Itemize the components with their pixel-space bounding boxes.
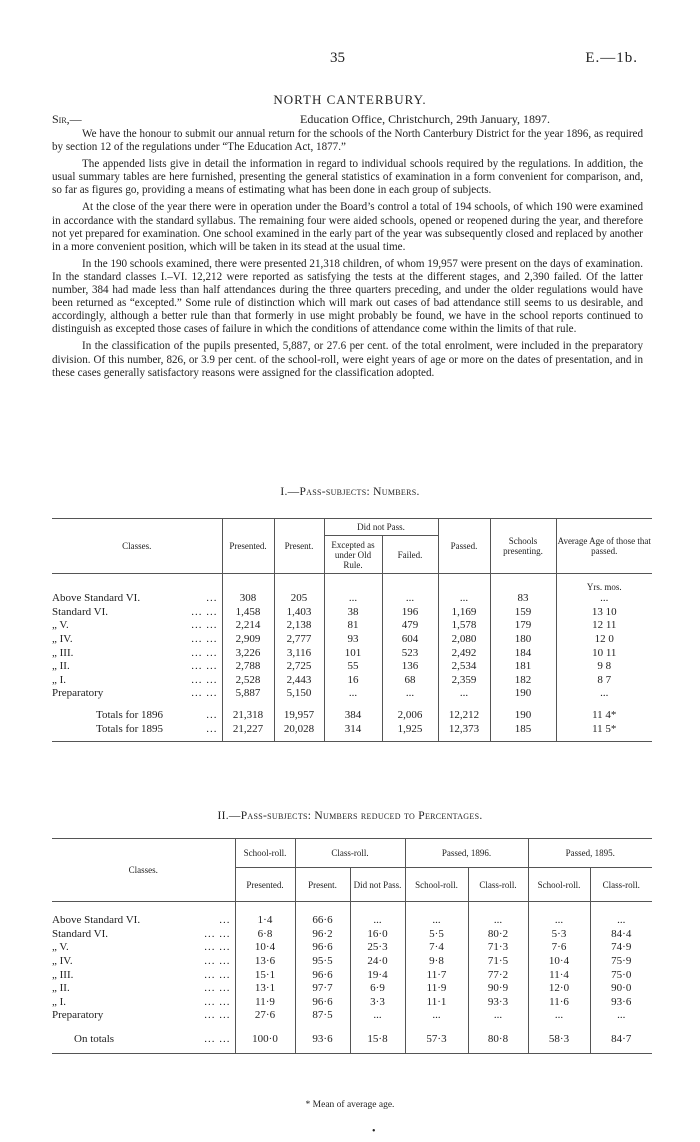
cell-schools: 179 xyxy=(490,619,556,633)
table-row xyxy=(52,687,652,701)
leader-dots: ... xyxy=(206,709,218,722)
table-row xyxy=(52,646,652,660)
col-passed-1896: Passed, 1896. xyxy=(405,839,528,868)
row-label xyxy=(52,592,222,606)
paragraph: We have the honour to submit our annual return for the schools of the North Canterbury District for the year 1896, as required by section 12 of the regulations under “The Education Act, 1877.” xyxy=(52,128,643,154)
leader-dots: ... ... xyxy=(204,927,231,940)
leader-dots: ... ... xyxy=(204,1009,231,1022)
cell-1896-class-roll: ... xyxy=(468,914,528,928)
cell-1896-school-roll: 57·3 xyxy=(405,1030,468,1048)
row-label xyxy=(52,927,235,941)
cell-1895-school-roll: 11·6 xyxy=(528,995,590,1009)
cell-1895-class-roll: ... xyxy=(590,914,652,928)
page-number: 35 xyxy=(330,50,345,66)
cell-present: 2,777 xyxy=(274,632,324,646)
salutation-line xyxy=(52,112,643,128)
leader-dots: ... ... xyxy=(204,955,231,968)
table-row xyxy=(52,722,652,736)
cell-schools: 83 xyxy=(490,592,556,606)
cell-average-age: 10 11 xyxy=(556,646,652,660)
cell-presented: 2,214 xyxy=(222,619,274,633)
col-excepted: Excepted as under Old Rule. xyxy=(324,536,382,574)
table-row xyxy=(52,914,652,928)
col-1895-class-roll: Class-roll. xyxy=(590,868,652,902)
cell-present: 96·6 xyxy=(295,941,350,955)
cell-1895-school-roll: 11·4 xyxy=(528,968,590,982)
col-1896-class-roll: Class-roll. xyxy=(468,868,528,902)
cell-1896-school-roll: 5·5 xyxy=(405,927,468,941)
cell-excepted: ... xyxy=(324,687,382,701)
cell-passed: ... xyxy=(438,687,490,701)
cell-presented: 2,909 xyxy=(222,632,274,646)
cell-present: 2,725 xyxy=(274,659,324,673)
cell-failed: 2,006 xyxy=(382,708,438,722)
cell-1895-class-roll: 84·4 xyxy=(590,927,652,941)
table-row xyxy=(52,927,652,941)
col-passed: Passed. xyxy=(438,519,490,574)
cell-1895-school-roll: 10·4 xyxy=(528,954,590,968)
table-row xyxy=(52,632,652,646)
cell-presented: 5,887 xyxy=(222,687,274,701)
leader-dots: ... xyxy=(206,723,218,736)
cell-present: 3,116 xyxy=(274,646,324,660)
row-label xyxy=(52,722,222,736)
cell-presented: 1·4 xyxy=(235,914,295,928)
class-name: „ II. xyxy=(52,982,70,995)
cell-schools: 190 xyxy=(490,687,556,701)
row-label xyxy=(52,968,235,982)
cell-1896-class-roll: ... xyxy=(468,1009,528,1023)
class-name: Standard VI. xyxy=(52,927,109,940)
cell-passed: 2,359 xyxy=(438,673,490,687)
cell-presented: 1,458 xyxy=(222,605,274,619)
paragraph: In the classification of the pupils presented, 5,887, or 27.6 per cent. of the total enrolment, were included in the preparatory division. Of this number, 826, or 3.9 per cent. of the school-roll, were eight years of age or more on the dates of presentation, and in these cases generally satisfactory reasons were assigned for the classification adopted. xyxy=(52,340,643,379)
leader-dots: ... ... xyxy=(191,687,218,700)
cell-presented: 100·0 xyxy=(235,1030,295,1048)
row-label xyxy=(52,687,222,701)
class-name: Standard VI. xyxy=(52,605,109,618)
row-label xyxy=(52,941,235,955)
cell-schools: 159 xyxy=(490,605,556,619)
cell-presented: 27·6 xyxy=(235,1009,295,1023)
cell-average-age: 12 11 xyxy=(556,619,652,633)
leader-dots: ... ... xyxy=(191,619,218,632)
col-classes: Classes. xyxy=(52,519,222,574)
cell-1896-class-roll: 71·5 xyxy=(468,954,528,968)
table-row xyxy=(52,673,652,687)
row-label xyxy=(52,914,235,928)
row-label xyxy=(52,1030,235,1048)
cell-excepted: 93 xyxy=(324,632,382,646)
table-row xyxy=(52,954,652,968)
cell-present: 2,138 xyxy=(274,619,324,633)
cell-present: 2,443 xyxy=(274,673,324,687)
col-schools-presenting: Schools presenting. xyxy=(490,519,556,574)
table-row xyxy=(52,619,652,633)
leader-dots: ... ... xyxy=(204,941,231,954)
paragraph: In the 190 schools examined, there were presented 21,318 children, of whom 19,957 were present on the days of examination. In the standard classes I.–VI. 12,212 were reported as satisfying the tests at the different stages, and 2,390 failed. Of the latter number, 384 had made less than half attendances during the three quarters preceding, and under the older regulations would have been returned as “excepted.” Some rule of distinction which will mark out cases of bad attendance still seems to us desirable, and accordingly, although a better rule than that formerly in use might probably be found, we have in the school reports continued to distinguish as excepted those cases of failure in which the conditions of attendance come within the limits of that rule. xyxy=(52,257,643,336)
col-school-roll: School-roll. xyxy=(235,839,295,868)
class-name: „ IV. xyxy=(52,633,73,646)
cell-1896-school-roll: 11·9 xyxy=(405,981,468,995)
row-label xyxy=(52,1009,235,1023)
class-name: „ II. xyxy=(52,660,70,673)
cell-presented: 6·8 xyxy=(235,927,295,941)
table-row xyxy=(52,995,652,1009)
table2-title: II.—Pass-subjects: Numbers reduced to Percentages. xyxy=(217,810,483,822)
cell-did-not-pass: 16·0 xyxy=(350,927,405,941)
cell-1896-class-roll: 93·3 xyxy=(468,995,528,1009)
class-name: Totals for 1895 xyxy=(96,723,164,736)
leader-dots: ... ... xyxy=(191,660,218,673)
class-name: „ IV. xyxy=(52,955,73,968)
cell-passed: ... xyxy=(438,592,490,606)
leader-dots: ... ... xyxy=(204,968,231,981)
cell-1895-class-roll: 93·6 xyxy=(590,995,652,1009)
cell-1895-class-roll: 90·0 xyxy=(590,981,652,995)
cell-average-age: 11 4* xyxy=(556,708,652,722)
cell-schools: 180 xyxy=(490,632,556,646)
cell-excepted: 81 xyxy=(324,619,382,633)
class-name: „ I. xyxy=(52,995,67,1008)
cell-presented: 21,318 xyxy=(222,708,274,722)
class-name: Totals for 1896 xyxy=(96,709,164,722)
col-present: Present. xyxy=(274,519,324,574)
cell-present: 96·2 xyxy=(295,927,350,941)
cell-1895-school-roll: 58·3 xyxy=(528,1030,590,1048)
cell-presented: 2,528 xyxy=(222,673,274,687)
table-row xyxy=(52,1009,652,1023)
table-row xyxy=(52,605,652,619)
cell-average-age: 12 0 xyxy=(556,632,652,646)
cell-passed: 12,212 xyxy=(438,708,490,722)
cell-present: 97·7 xyxy=(295,981,350,995)
cell-did-not-pass: 19·4 xyxy=(350,968,405,982)
cell-present: 205 xyxy=(274,592,324,606)
section-title: NORTH CANTERBURY. xyxy=(273,92,427,107)
cell-failed: ... xyxy=(382,592,438,606)
cell-passed: 1,578 xyxy=(438,619,490,633)
table-pass-percentages xyxy=(52,838,652,1054)
cell-1896-class-roll: 77·2 xyxy=(468,968,528,982)
letter-body xyxy=(52,128,643,384)
row-label xyxy=(52,954,235,968)
leader-dots: ... ... xyxy=(204,995,231,1008)
table-row xyxy=(52,941,652,955)
table-row xyxy=(52,592,652,606)
leader-dots: ... ... xyxy=(191,633,218,646)
table-row xyxy=(52,968,652,982)
row-label xyxy=(52,605,222,619)
cell-present: 1,403 xyxy=(274,605,324,619)
cell-excepted: 16 xyxy=(324,673,382,687)
cell-1895-school-roll: ... xyxy=(528,1009,590,1023)
cell-did-not-pass: ... xyxy=(350,1009,405,1023)
cell-excepted: ... xyxy=(324,592,382,606)
cell-schools: 181 xyxy=(490,659,556,673)
cell-did-not-pass: 24·0 xyxy=(350,954,405,968)
leader-dots: ... ... xyxy=(191,605,218,618)
cell-failed: 523 xyxy=(382,646,438,660)
cell-presented: 10·4 xyxy=(235,941,295,955)
table-pass-numbers xyxy=(52,518,652,742)
leader-dots: ... ... xyxy=(191,646,218,659)
col-1896-school-roll: School-roll. xyxy=(405,868,468,902)
leader-dots: ... ... xyxy=(204,1033,231,1046)
age-units: Yrs. mos. xyxy=(556,574,652,592)
paragraph: The appended lists give in detail the information in regard to individual schools required by the regulations. In addition, the usual summary tables are here furnished, presenting the general statistics of examination in a form convenient for comparison, and, so far as figures go, providing a means of estimating what has been done in each group of subjects. xyxy=(52,158,643,197)
cell-presented: 21,227 xyxy=(222,722,274,736)
row-label xyxy=(52,981,235,995)
cell-present: 19,957 xyxy=(274,708,324,722)
cell-present: 66·6 xyxy=(295,914,350,928)
col-did-not-pass: Did not Pass. xyxy=(350,868,405,902)
cell-1896-class-roll: 90·9 xyxy=(468,981,528,995)
col-presented: Presented. xyxy=(235,868,295,902)
cell-passed: 2,080 xyxy=(438,632,490,646)
table-row xyxy=(52,659,652,673)
cell-presented: 2,788 xyxy=(222,659,274,673)
class-name: „ V. xyxy=(52,619,69,632)
col-present: Present. xyxy=(295,868,350,902)
cell-failed: ... xyxy=(382,687,438,701)
row-label xyxy=(52,632,222,646)
salutation: Sir,— xyxy=(52,112,82,126)
table-row xyxy=(52,981,652,995)
cell-average-age: 8 7 xyxy=(556,673,652,687)
cell-passed: 1,169 xyxy=(438,605,490,619)
cell-present: 87·5 xyxy=(295,1009,350,1023)
cell-1896-school-roll: 7·4 xyxy=(405,941,468,955)
cell-present: 20,028 xyxy=(274,722,324,736)
row-label xyxy=(52,708,222,722)
class-name: „ III. xyxy=(52,968,74,981)
class-name: Above Standard VI. xyxy=(52,592,141,605)
paragraph: At the close of the year there were in operation under the Board’s control a total of 194 schools, of which 190 were examined in accordance with the standard syllabus. The remaining four were aided schools, opened or reopened during the year, and therefore not yet prepared for examination. One school examined in the early part of the year was subsequently closed and replaced by another in a more convenient position, which will be taken in its stead at the usual time. xyxy=(52,201,643,253)
cell-excepted: 55 xyxy=(324,659,382,673)
col-passed-1895: Passed, 1895. xyxy=(528,839,652,868)
cell-average-age: 9 8 xyxy=(556,659,652,673)
cell-failed: 196 xyxy=(382,605,438,619)
cell-1895-school-roll: ... xyxy=(528,914,590,928)
cell-1895-class-roll: 75·0 xyxy=(590,968,652,982)
cell-excepted: 384 xyxy=(324,708,382,722)
row-label xyxy=(52,646,222,660)
cell-presented: 308 xyxy=(222,592,274,606)
cell-average-age: ... xyxy=(556,592,652,606)
cell-average-age: ... xyxy=(556,687,652,701)
cell-1895-school-roll: 5·3 xyxy=(528,927,590,941)
cell-present: 96·6 xyxy=(295,968,350,982)
cell-presented: 3,226 xyxy=(222,646,274,660)
leader-dots: ... xyxy=(206,592,218,605)
cell-presented: 13·1 xyxy=(235,981,295,995)
col-average-age: Average Age of those that passed. xyxy=(556,519,652,574)
dateline: Education Office, Christchurch, 29th January, 1897. xyxy=(300,112,550,126)
class-name: Above Standard VI. xyxy=(52,914,141,927)
document-code: E.—1b. xyxy=(585,50,638,66)
cell-schools: 182 xyxy=(490,673,556,687)
col-1895-school-roll: School-roll. xyxy=(528,868,590,902)
cell-did-not-pass: 25·3 xyxy=(350,941,405,955)
col-presented: Presented. xyxy=(222,519,274,574)
col-classes: Classes. xyxy=(52,839,235,902)
cell-average-age: 11 5* xyxy=(556,722,652,736)
class-name: „ V. xyxy=(52,941,69,954)
cell-did-not-pass: 15·8 xyxy=(350,1030,405,1048)
cell-1896-school-roll: 9·8 xyxy=(405,954,468,968)
cell-1896-school-roll: ... xyxy=(405,1009,468,1023)
class-name: On totals xyxy=(74,1033,115,1046)
class-name: „ I. xyxy=(52,673,67,686)
cell-passed: 2,534 xyxy=(438,659,490,673)
cell-1895-school-roll: 12·0 xyxy=(528,981,590,995)
cell-excepted: 101 xyxy=(324,646,382,660)
cell-did-not-pass: 6·9 xyxy=(350,981,405,995)
cell-excepted: 314 xyxy=(324,722,382,736)
page-mark: • xyxy=(372,1126,376,1137)
class-name: Preparatory xyxy=(52,687,104,700)
cell-present: 5,150 xyxy=(274,687,324,701)
cell-present: 95·5 xyxy=(295,954,350,968)
col-did-not-pass: Did not Pass. xyxy=(324,519,438,536)
footnote: * Mean of average age. xyxy=(305,1100,395,1110)
class-name: Preparatory xyxy=(52,1009,104,1022)
cell-1896-class-roll: 80·2 xyxy=(468,927,528,941)
cell-excepted: 38 xyxy=(324,605,382,619)
cell-failed: 1,925 xyxy=(382,722,438,736)
row-label xyxy=(52,995,235,1009)
cell-did-not-pass: ... xyxy=(350,914,405,928)
col-class-roll: Class-roll. xyxy=(295,839,405,868)
cell-passed: 12,373 xyxy=(438,722,490,736)
cell-passed: 2,492 xyxy=(438,646,490,660)
cell-failed: 136 xyxy=(382,659,438,673)
cell-failed: 604 xyxy=(382,632,438,646)
cell-schools: 184 xyxy=(490,646,556,660)
cell-1896-school-roll: 11·7 xyxy=(405,968,468,982)
cell-failed: 68 xyxy=(382,673,438,687)
cell-1896-class-roll: 80·8 xyxy=(468,1030,528,1048)
cell-1896-school-roll: 11·1 xyxy=(405,995,468,1009)
cell-1895-class-roll: ... xyxy=(590,1009,652,1023)
cell-schools: 190 xyxy=(490,708,556,722)
cell-present: 96·6 xyxy=(295,995,350,1009)
cell-1895-school-roll: 7·6 xyxy=(528,941,590,955)
cell-1895-class-roll: 84·7 xyxy=(590,1030,652,1048)
row-label xyxy=(52,673,222,687)
leader-dots: ... ... xyxy=(191,673,218,686)
leader-dots: ... xyxy=(219,914,231,927)
row-label xyxy=(52,619,222,633)
leader-dots: ... ... xyxy=(204,982,231,995)
cell-1896-school-roll: ... xyxy=(405,914,468,928)
cell-1895-class-roll: 75·9 xyxy=(590,954,652,968)
cell-1896-class-roll: 71·3 xyxy=(468,941,528,955)
cell-presented: 11·9 xyxy=(235,995,295,1009)
row-label xyxy=(52,659,222,673)
cell-1895-class-roll: 74·9 xyxy=(590,941,652,955)
table-row xyxy=(52,1030,652,1048)
table1-title: I.—Pass-subjects: Numbers. xyxy=(280,486,420,498)
cell-failed: 479 xyxy=(382,619,438,633)
cell-presented: 13·6 xyxy=(235,954,295,968)
table-row xyxy=(52,708,652,722)
cell-did-not-pass: 3·3 xyxy=(350,995,405,1009)
class-name: „ III. xyxy=(52,646,74,659)
cell-present: 93·6 xyxy=(295,1030,350,1048)
cell-average-age: 13 10 xyxy=(556,605,652,619)
col-failed: Failed. xyxy=(382,536,438,574)
cell-schools: 185 xyxy=(490,722,556,736)
cell-presented: 15·1 xyxy=(235,968,295,982)
